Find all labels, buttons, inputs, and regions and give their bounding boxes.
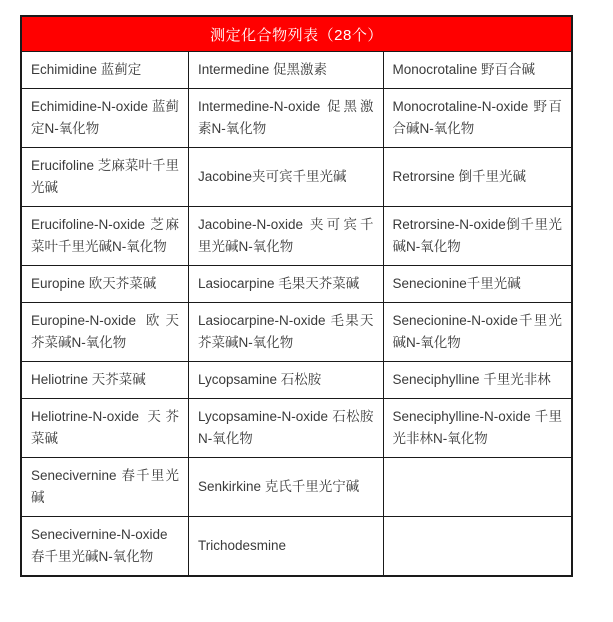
compound-cell: Jacobine-N-oxide 夹可宾千里光碱N-氧化物 <box>189 207 384 266</box>
compound-cell: Retrorsine-N-oxide倒千里光碱N-氧化物 <box>383 207 572 266</box>
compound-table-body <box>21 52 572 577</box>
table-row <box>21 52 572 89</box>
compound-cell <box>383 517 572 577</box>
table-row <box>21 362 572 399</box>
compound-cell: Senkirkine 克氏千里光宁碱 <box>189 458 384 517</box>
table-row <box>21 89 572 148</box>
table-row <box>21 207 572 266</box>
compound-cell: Intermedine-N-oxide 促黑激素N-氧化物 <box>189 89 384 148</box>
table-row <box>21 303 572 362</box>
compound-cell: Seneciphylline 千里光非林 <box>383 362 572 399</box>
compound-cell: Monocrotaline-N-oxide 野百合碱N-氧化物 <box>383 89 572 148</box>
table-row <box>21 458 572 517</box>
compound-cell: Monocrotaline 野百合碱 <box>383 52 572 89</box>
compound-cell: Europine-N-oxide 欧天芥菜碱N-氧化物 <box>21 303 189 362</box>
compound-cell <box>383 458 572 517</box>
compound-cell: Senecivernine-N-oxide 春千里光碱N-氧化物 <box>21 517 189 577</box>
compound-cell: Senecionine千里光碱 <box>383 266 572 303</box>
compound-cell: Trichodesmine <box>189 517 384 577</box>
compound-cell: Erucifoline-N-oxide 芝麻菜叶千里光碱N-氧化物 <box>21 207 189 266</box>
table-row <box>21 148 572 207</box>
compound-cell: Senecionine-N-oxide千里光碱N-氧化物 <box>383 303 572 362</box>
compound-cell: Intermedine 促黑激素 <box>189 52 384 89</box>
compound-cell: Lycopsamine 石松胺 <box>189 362 384 399</box>
compound-cell: Heliotrine-N-oxide 天芥菜碱 <box>21 399 189 458</box>
compound-cell: Europine 欧天芥菜碱 <box>21 266 189 303</box>
table-header-row <box>21 16 572 52</box>
compound-cell: Retrorsine 倒千里光碱 <box>383 148 572 207</box>
table-row <box>21 399 572 458</box>
table-row <box>21 266 572 303</box>
compound-cell: Heliotrine 天芥菜碱 <box>21 362 189 399</box>
compound-cell: Lasiocarpine-N-oxide 毛果天芥菜碱N-氧化物 <box>189 303 384 362</box>
compound-cell: Echimidine-N-oxide 蓝蓟定N-氧化物 <box>21 89 189 148</box>
table-title: 测定化合物列表（28个） <box>21 16 572 52</box>
compound-table <box>20 15 573 577</box>
compound-cell: Senecivernine 春千里光碱 <box>21 458 189 517</box>
table-row <box>21 517 572 577</box>
compound-cell: Jacobine夹可宾千里光碱 <box>189 148 384 207</box>
compound-cell: Lycopsamine-N-oxide 石松胺N-氧化物 <box>189 399 384 458</box>
compound-cell: Lasiocarpine 毛果天芥菜碱 <box>189 266 384 303</box>
compound-cell: Erucifoline 芝麻菜叶千里光碱 <box>21 148 189 207</box>
compound-cell: Echimidine 蓝蓟定 <box>21 52 189 89</box>
compound-cell: Seneciphylline-N-oxide 千里光非林N-氧化物 <box>383 399 572 458</box>
